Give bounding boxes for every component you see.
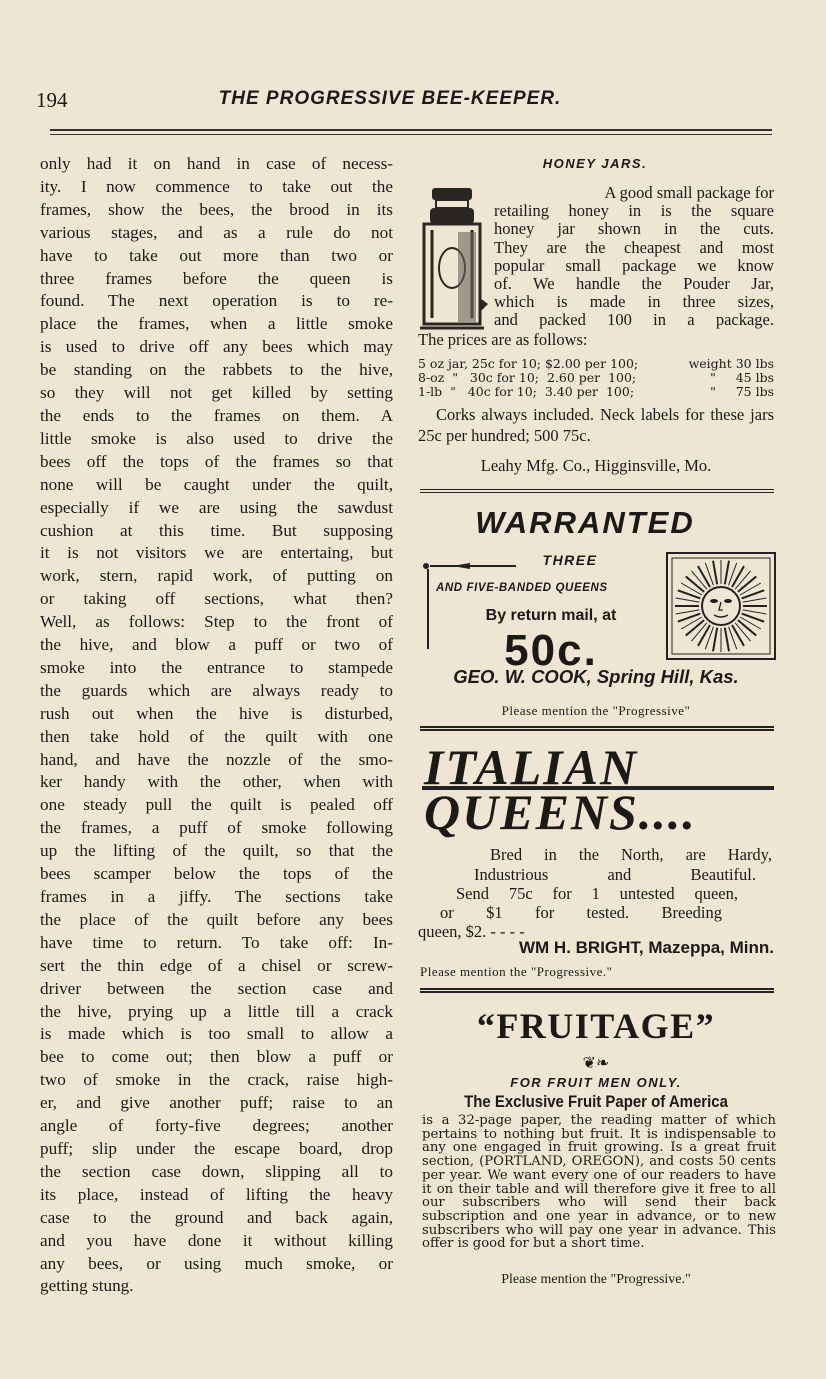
header-rule-thin [50, 134, 772, 135]
article-line: its place, instead of lifting the heavy [40, 1184, 393, 1204]
sun-ray [676, 598, 700, 602]
article-line: cushion at this time. But supposing [40, 520, 393, 540]
article-line: any bees, or using much smoke, or [40, 1253, 393, 1273]
fruitage-mention: Please mention the "Progressive." [501, 1272, 691, 1287]
sun-ray [713, 561, 717, 585]
fruitage-subhead: FOR FRUIT MEN ONLY. [510, 1075, 682, 1090]
article-line: three frames before the queen is [40, 268, 393, 288]
article-line: none will be caught under the quilt, [40, 474, 393, 494]
article-line: rush out when the hive is disturbed, [40, 703, 393, 723]
article-line: the ends to the frames on them. A [40, 405, 393, 425]
honey-jars-text [494, 184, 774, 330]
italian-line: Industrious and Beautiful. [474, 865, 756, 884]
italian-title: ITALIAN [424, 739, 639, 795]
article-line: so they will not get killed by setting [40, 383, 393, 403]
honey-jars-line: A good small package for [604, 183, 774, 202]
price-cell: 5 oz jar, 25c for 10; $2.00 per 100; [418, 356, 639, 371]
fruitage-body: is a 32-page paper, the reading matter of which pertains to nothing but fruit. It is indispensable to any one engaged in fruit growing. Is a great fruit section, (PORTLAND, OREGON), and costs 50 cents per year. We want every one of our readers to have it on their table and will therefore give it free to all our subscribers who will send their back subscription and one year in advance, or to new subscribers who will pay one year in advance. This offer is good for but a short time. [422, 1113, 776, 1252]
price-row [418, 385, 774, 399]
price-row [418, 357, 774, 371]
weight-cell: " 45 lbs [710, 370, 774, 385]
sun-ray [732, 566, 744, 587]
sun-ray [742, 614, 765, 622]
five-banded-queens: AND FIVE-BANDED QUEENS [436, 582, 608, 594]
article-line: have to take out more than two or [40, 245, 393, 265]
article-line: it is not visitors we are entertaing, but [40, 543, 393, 563]
sun-ray [725, 561, 729, 585]
article-line: bee to come out; then blow a puff or [40, 1047, 393, 1067]
article-line: then take hold of the quilt with one [40, 726, 393, 746]
article-line: frames, show the bees, the brood in its [40, 199, 393, 219]
sun-ray [698, 566, 710, 587]
running-title: THE PROGRESSIVE BEE-KEEPER. [218, 88, 562, 109]
article-line: frames in a jiffy. The sections take [40, 887, 393, 906]
company-name: Leahy Mfg. Co., Higginsville, Mo. [480, 456, 712, 475]
ad-separator-2 [420, 726, 774, 731]
sun-ray [743, 610, 767, 614]
article-line: Well, as follows: Step to the front of [40, 612, 393, 632]
sun-ray [732, 625, 744, 646]
article-line: puff; slip under the escape board, drop [40, 1138, 393, 1158]
article-line: bees off the tops of the frames so that [40, 451, 393, 471]
sun-ray [686, 620, 704, 635]
article-line: er, and give another puff; raise to an [40, 1093, 393, 1113]
prices-intro: The prices are as follows: [418, 330, 588, 349]
sun-ray [676, 610, 700, 614]
honey-jars-line: popular small package we know [494, 255, 774, 275]
article-line: ker handy with the other, when with [40, 772, 393, 792]
price-50c: 50c. [504, 626, 598, 675]
sun-ray [742, 590, 765, 598]
article-line: only had it on hand in case of necess- [40, 154, 393, 173]
article-line: the place of the quilt before any bees [40, 909, 393, 929]
sun-ray [678, 614, 701, 622]
article-line: and you have done it without killing [40, 1230, 393, 1250]
fruitage-headline: The Exclusive Fruit Paper of America [464, 1092, 728, 1111]
weight-cell: weight 30 lbs [688, 356, 774, 371]
honey-jars-line: which is made in three sizes, [494, 292, 774, 312]
warranted-mention: Please mention the "Progressive" [501, 703, 691, 718]
corks-note: Corks always included. Neck labels for these jars 25c per hundred; 500 75c. [418, 405, 774, 445]
three-label: THREE [542, 552, 598, 568]
article-line: work, stern, rapid work, of putting on [40, 566, 393, 586]
return-mail-line: By return mail, at [485, 607, 617, 624]
article-line: the section case down, slipping all to [40, 1161, 393, 1181]
cook-seller: GEO. W. COOK, Spring Hill, Kas. [453, 666, 739, 687]
sun-ray [678, 590, 701, 598]
italian-mention: Please mention the "Progressive." [420, 964, 613, 979]
article-line: the hive, prying up a little till a crack [40, 1001, 393, 1021]
article-line: have time to return. To take off: In- [40, 932, 393, 952]
ad-separator-3 [420, 988, 774, 993]
honey-jar-illustration [418, 186, 490, 334]
article-line: getting stung. [40, 1276, 134, 1296]
article-line: place the frames, when a little smoke [40, 314, 393, 334]
ad-separator [420, 489, 774, 493]
honey-jars-line: and packed 100 in a package. [494, 310, 774, 330]
article-text-column [40, 153, 393, 1298]
sun-ray [686, 576, 704, 591]
honey-jars-line: honey jar shown in the cuts. [494, 219, 774, 239]
article-line: angle of forty-five degrees; another [40, 1116, 393, 1136]
article-line: smoke into the entrance to stampede [40, 657, 393, 677]
price-table [418, 357, 774, 399]
warranted-title: WARRANTED [475, 505, 695, 540]
article-line: ity. I now commence to take out the [40, 176, 393, 196]
article-line: driver between the section case and [40, 978, 393, 998]
italian-underline [422, 786, 774, 790]
article-line: especially if we are using the sawdust [40, 497, 393, 517]
arrow-ornament [422, 556, 516, 560]
article-line: is made which is too small to allow a [40, 1024, 393, 1044]
honey-jars-line: retailing honey in is the square [494, 201, 774, 221]
italian-line: Bred in the North, are Hardy, [490, 845, 772, 864]
article-line: the frames, a puff of smoke following [40, 818, 393, 838]
article-line: various stages, and as a rule do not [40, 222, 393, 242]
fruitage-title: “FRUITAGE” [476, 1006, 716, 1046]
honey-jars-line: of. We handle the Pouder Jar, [494, 274, 774, 294]
sun-ray [698, 625, 710, 646]
sun-ray [743, 598, 767, 602]
article-line: two of smoke in the crack, raise high- [40, 1070, 393, 1090]
honey-jars-heading: HONEY JARS. [542, 156, 648, 171]
bright-seller: WM H. BRIGHT, Mazeppa, Minn. [519, 938, 774, 957]
sun-ray [725, 628, 729, 652]
sun-ray [713, 628, 717, 652]
article-line: up the lifting of the quilt, so that the [40, 841, 393, 861]
article-line: little smoke is also used to drive the [40, 428, 393, 448]
article-line: case to the ground and back again, [40, 1207, 393, 1227]
article-line: found. The next operation is to re- [40, 291, 393, 311]
header-rule [50, 129, 772, 131]
queens-title: QUEENS.... [424, 784, 697, 840]
page-number: 194 [36, 88, 68, 112]
price-row [418, 371, 774, 385]
sun-face-icon [666, 552, 776, 660]
article-line: is used to drive off any bees which may [40, 337, 393, 357]
sun-ray [738, 620, 756, 635]
article-line: the hive, and blow a puff or two of [40, 635, 393, 655]
bracket-line [427, 569, 429, 649]
price-cell: 1-lb " 40c for 10; 3.40 per 100; [418, 384, 635, 399]
honey-jars-line: They are the cheapest and most [494, 237, 774, 257]
price-cell: 8-oz " 30c for 10; 2.60 per 100; [418, 370, 637, 385]
article-line: sert the thin edge of a chisel or screw- [40, 955, 393, 975]
article-line: the guards which are always ready to [40, 680, 393, 700]
article-line: hand, and have the nozzle of the smo- [40, 749, 393, 769]
article-line: be standing on the rabbets to the hive, [40, 360, 393, 380]
article-line: one steady pull the quilt is pealed off [40, 795, 393, 815]
italian-line: or $1 for tested. Breeding [440, 903, 722, 922]
article-line: or taking off sections, what then? [40, 589, 393, 609]
italian-line: Send 75c for 1 untested queen, [456, 884, 738, 903]
sun-ray [738, 576, 756, 591]
fruitage-ornament: ❦❧ [582, 1055, 610, 1072]
italian-line: queen, $2. - - - - [418, 922, 525, 941]
weight-cell: " 75 lbs [710, 384, 774, 399]
article-line: bees scamper below the tops of the [40, 864, 393, 884]
